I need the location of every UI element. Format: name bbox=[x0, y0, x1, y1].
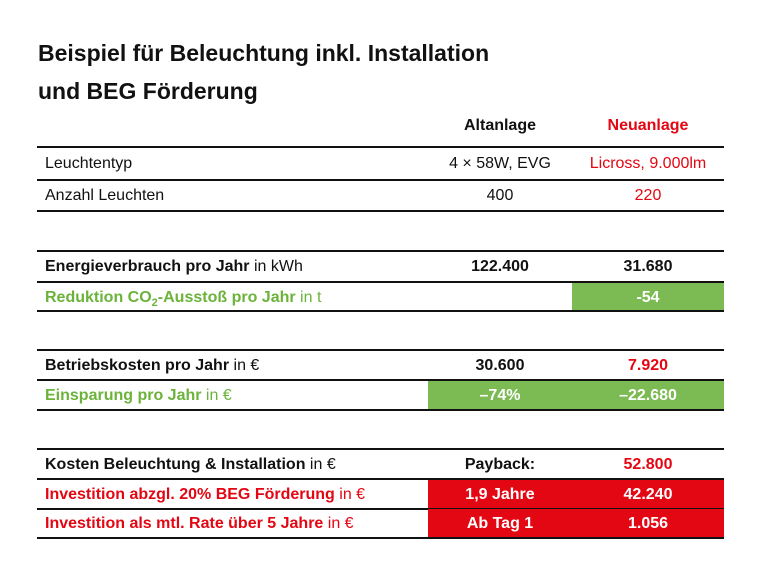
altanlage-value: 1,9 Jahre bbox=[428, 480, 572, 509]
table-rule bbox=[37, 210, 724, 212]
row-label: Energieverbrauch pro Jahr in kWh bbox=[45, 258, 303, 275]
neuanlage-value: 52.800 bbox=[623, 456, 673, 473]
table-row-leuchtentyp bbox=[37, 149, 724, 178]
page-title bbox=[38, 34, 738, 110]
title-line-2: und BEG Förderung bbox=[38, 78, 258, 104]
table-rule bbox=[37, 310, 724, 312]
row-label: Betriebskosten pro Jahr in € bbox=[45, 357, 260, 374]
table-row-einsparung bbox=[37, 381, 724, 410]
column-header-altanlage: Altanlage bbox=[463, 117, 536, 134]
altanlage-value: 4 × 58W, EVG bbox=[449, 155, 551, 172]
neuanlage-value: Licross, 9.000lm bbox=[589, 155, 707, 172]
row-label: Leuchtentyp bbox=[45, 155, 133, 172]
row-label: Anzahl Leuchten bbox=[45, 187, 165, 204]
neuanlage-value: 31.680 bbox=[623, 258, 673, 275]
altanlage-value: Payback: bbox=[464, 456, 536, 473]
altanlage-value: –74% bbox=[428, 381, 572, 410]
table-rule bbox=[37, 537, 724, 539]
neuanlage-value: 1.056 bbox=[572, 509, 724, 538]
altanlage-value: Ab Tag 1 bbox=[428, 509, 572, 538]
neuanlage-value: -54 bbox=[572, 283, 724, 312]
altanlage-value bbox=[428, 283, 572, 312]
neuanlage-value: 42.240 bbox=[572, 480, 724, 509]
table-rule bbox=[37, 146, 724, 148]
table-row-investition-beg bbox=[37, 480, 724, 509]
row-label: Reduktion $CO_2$-Ausstoß pro Jahr in t bbox=[45, 289, 322, 309]
table-rule bbox=[37, 409, 724, 411]
altanlage-value: 400 bbox=[486, 187, 514, 204]
row-label: Investition abzgl. 20% BEG Förderung in € bbox=[45, 486, 366, 503]
neuanlage-value: –22.680 bbox=[572, 381, 724, 410]
table-row-co2-reduktion bbox=[37, 283, 724, 312]
altanlage-value: 30.600 bbox=[475, 357, 525, 374]
title-line-1: Beispiel für Beleuchtung inkl. Installation bbox=[38, 40, 490, 66]
neuanlage-value: 7.920 bbox=[627, 357, 669, 374]
table-row-investition-rate bbox=[37, 509, 724, 538]
table-row-anzahl-leuchten bbox=[37, 181, 724, 210]
table-row-kosten-beleuchtung bbox=[37, 450, 724, 479]
row-label: Investition als mtl. Rate über 5 Jahre in € bbox=[45, 515, 354, 532]
row-label: Kosten Beleuchtung & Installation in € bbox=[45, 456, 336, 473]
altanlage-value: 122.400 bbox=[471, 258, 529, 275]
column-header-neuanlage: Neuanlage bbox=[607, 117, 689, 134]
neuanlage-value: 220 bbox=[634, 187, 662, 204]
table-row-energieverbrauch bbox=[37, 252, 724, 281]
row-label: Einsparung pro Jahr in € bbox=[45, 387, 232, 404]
table-row-betriebskosten bbox=[37, 351, 724, 380]
